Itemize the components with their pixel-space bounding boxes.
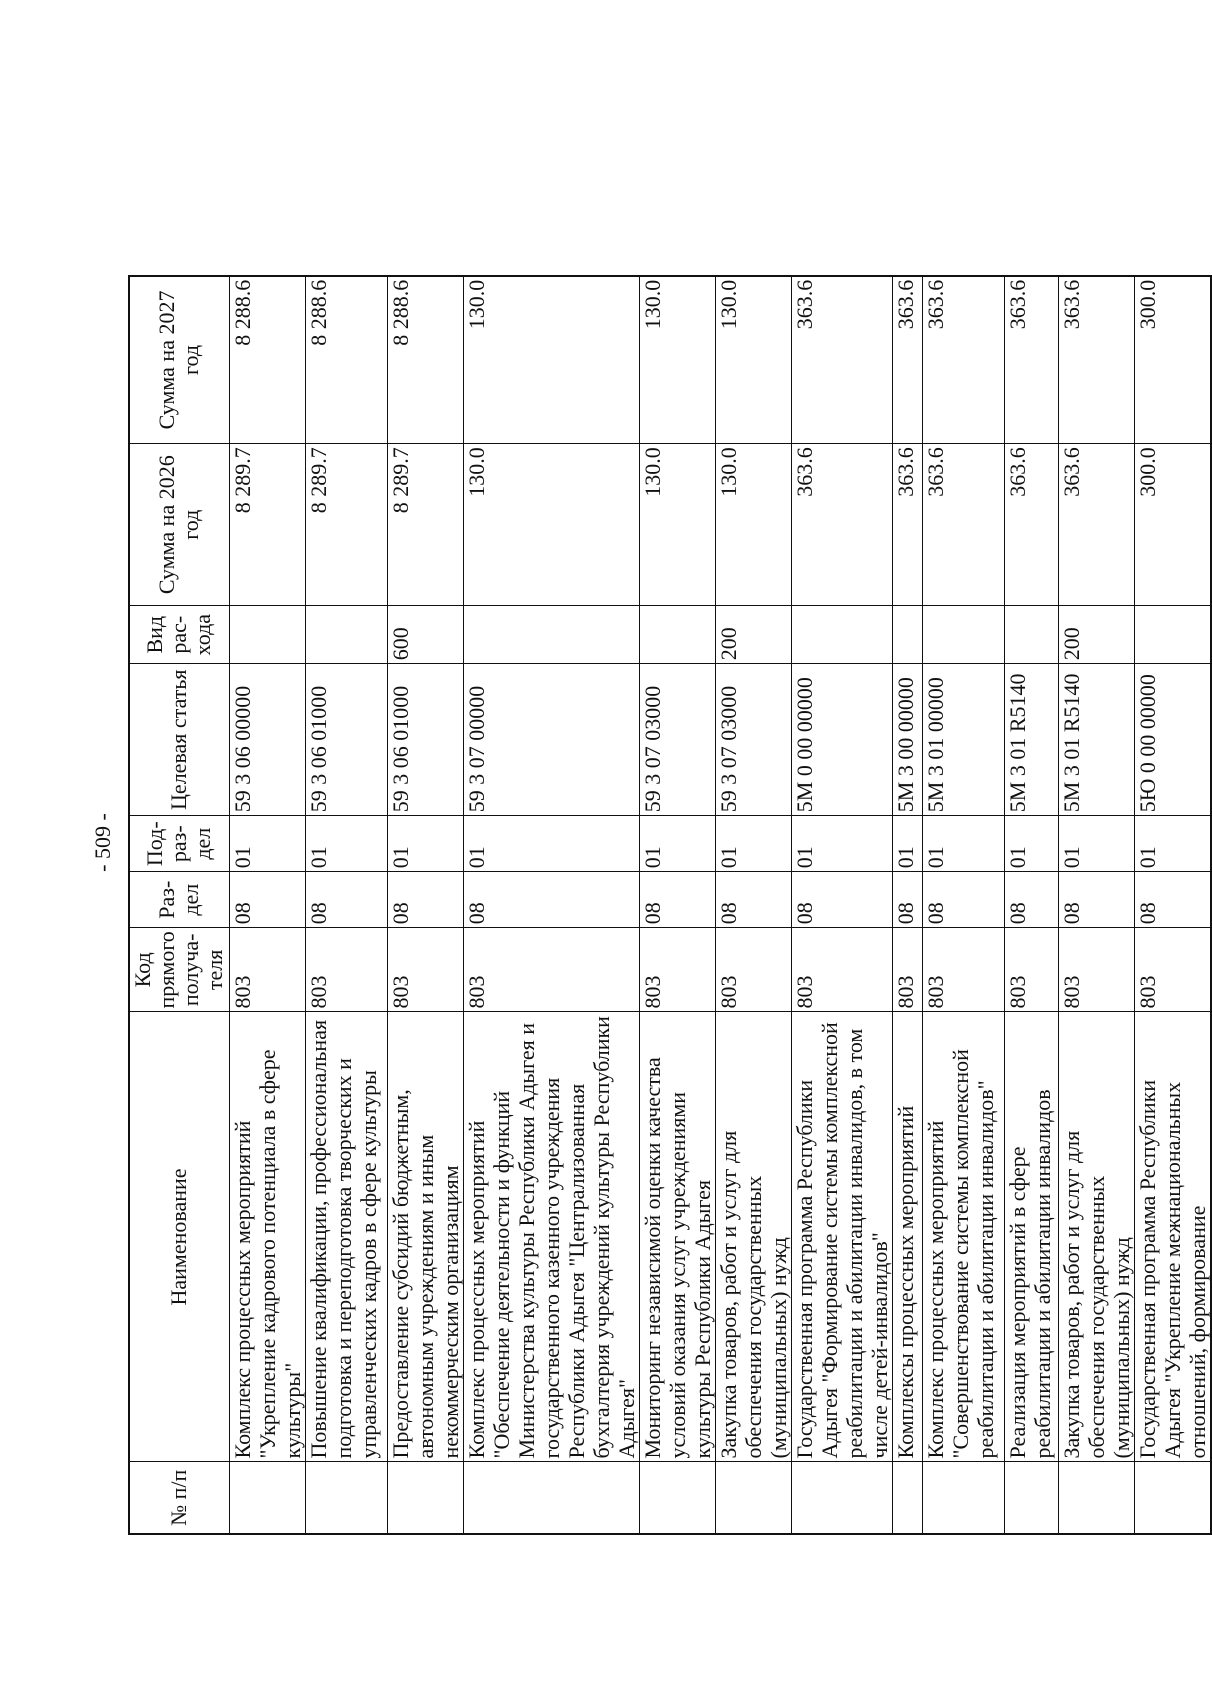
cell-sum-2026: 130.0 (463, 444, 639, 606)
cell-target-article: 59 3 06 01000 (387, 664, 463, 816)
cell-section: 08 (1134, 872, 1211, 928)
cell-subsection: 01 (1004, 816, 1058, 872)
cell-sum-2027: 363.6 (1004, 276, 1058, 444)
cell-section: 08 (229, 872, 305, 928)
cell-section: 08 (639, 872, 715, 928)
cell-number (791, 1462, 892, 1534)
cell-sum-2027: 130.0 (715, 276, 791, 444)
cell-name: Повышение квалификации, профессиональная подготовка и переподготовка творческих и управленческих кадров в сфере культуры (305, 1012, 387, 1462)
cell-name: Комплексы процессных мероприятий (892, 1012, 922, 1462)
cell-recipient-code: 803 (305, 928, 387, 1012)
table-row (715, 276, 791, 1534)
table-row (1134, 276, 1211, 1534)
header-sum-2027: Сумма на 2027 год (129, 276, 229, 444)
cell-sum-2026: 8 289.7 (305, 444, 387, 606)
cell-subsection: 01 (305, 816, 387, 872)
cell-sum-2027: 363.6 (892, 276, 922, 444)
header-number: № п/п (129, 1462, 229, 1534)
cell-target-article: 59 3 06 01000 (305, 664, 387, 816)
cell-sum-2027: 8 288.6 (229, 276, 305, 444)
cell-section: 08 (791, 872, 892, 928)
cell-sum-2027: 8 288.6 (305, 276, 387, 444)
cell-subsection: 01 (715, 816, 791, 872)
header-subsection: Под-раз-дел (129, 816, 229, 872)
cell-subsection: 01 (1134, 816, 1211, 872)
cell-section: 08 (892, 872, 922, 928)
cell-number (715, 1462, 791, 1534)
table-header-row (129, 276, 229, 1534)
cell-section: 08 (1004, 872, 1058, 928)
cell-expense-kind: 200 (1058, 606, 1134, 664)
cell-expense-kind (305, 606, 387, 664)
table-row (1058, 276, 1134, 1534)
cell-recipient-code: 803 (229, 928, 305, 1012)
cell-number (229, 1462, 305, 1534)
cell-name: Комплекс процессных мероприятий "Укрепление кадрового потенциала в сфере культуры" (229, 1012, 305, 1462)
cell-number (387, 1462, 463, 1534)
cell-number (1134, 1462, 1211, 1534)
cell-subsection: 01 (1058, 816, 1134, 872)
cell-sum-2026: 363.6 (1058, 444, 1134, 606)
header-section: Раз-дел (129, 872, 229, 928)
cell-number (1004, 1462, 1058, 1534)
cell-expense-kind (1134, 606, 1211, 664)
table-row (639, 276, 715, 1534)
cell-target-article: 5М 3 01 R5140 (1004, 664, 1058, 816)
cell-subsection: 01 (463, 816, 639, 872)
cell-subsection: 01 (892, 816, 922, 872)
table-row (1004, 276, 1058, 1534)
cell-sum-2027: 363.6 (1058, 276, 1134, 444)
cell-expense-kind (463, 606, 639, 664)
cell-sum-2026: 300.0 (1134, 444, 1211, 606)
cell-recipient-code: 803 (1004, 928, 1058, 1012)
cell-section: 08 (922, 872, 1004, 928)
table-row (791, 276, 892, 1534)
cell-subsection: 01 (387, 816, 463, 872)
cell-name: Предоставление субсидий бюджетным, автономным учреждениям и иным некоммерческим организациям (387, 1012, 463, 1462)
cell-name: Комплекс процессных мероприятий "Совершенствование системы комплексной реабилитации и абилитации инвалидов" (922, 1012, 1004, 1462)
cell-sum-2026: 8 289.7 (387, 444, 463, 606)
cell-sum-2027: 300.0 (1134, 276, 1211, 444)
cell-sum-2026: 130.0 (715, 444, 791, 606)
cell-recipient-code: 803 (922, 928, 1004, 1012)
cell-expense-kind (791, 606, 892, 664)
cell-name: Реализация мероприятий в сфере реабилитации и абилитации инвалидов (1004, 1012, 1058, 1462)
cell-sum-2026: 363.6 (1004, 444, 1058, 606)
cell-expense-kind (922, 606, 1004, 664)
table-row (305, 276, 387, 1534)
cell-recipient-code: 803 (1058, 928, 1134, 1012)
cell-target-article: 59 3 07 03000 (639, 664, 715, 816)
cell-recipient-code: 803 (463, 928, 639, 1012)
cell-number (463, 1462, 639, 1534)
table-row (229, 276, 305, 1534)
cell-target-article: 59 3 07 00000 (463, 664, 639, 816)
cell-sum-2027: 363.6 (922, 276, 1004, 444)
cell-name: Мониторинг независимой оценки качества условий оказания услуг учреждениями культуры Республики Адыгея (639, 1012, 715, 1462)
cell-section: 08 (305, 872, 387, 928)
header-target-article: Целевая статья (129, 664, 229, 816)
cell-recipient-code: 803 (387, 928, 463, 1012)
cell-number (892, 1462, 922, 1534)
cell-subsection: 01 (639, 816, 715, 872)
cell-name: Государственная программа Республики Адыгея "Укрепление межнациональных отношений, формирование (1134, 1012, 1211, 1462)
header-expense-kind: Вид рас-хода (129, 606, 229, 664)
cell-number (1058, 1462, 1134, 1534)
cell-target-article: 5М 3 00 00000 (892, 664, 922, 816)
table-row (387, 276, 463, 1534)
cell-number (305, 1462, 387, 1534)
cell-recipient-code: 803 (715, 928, 791, 1012)
cell-sum-2027: 130.0 (463, 276, 639, 444)
cell-target-article: 5М 0 00 00000 (791, 664, 892, 816)
cell-name: Государственная программа Республики Адыгея "Формирование системы комплексной реабилитации и абилитации инвалидов, в том числе детей-инвалидов" (791, 1012, 892, 1462)
cell-sum-2026: 130.0 (639, 444, 715, 606)
cell-number (639, 1462, 715, 1534)
cell-name: Закупка товаров, работ и услуг для обеспечения государственных (муниципальных) нужд (1058, 1012, 1134, 1462)
cell-expense-kind (1004, 606, 1058, 664)
cell-target-article: 59 3 06 00000 (229, 664, 305, 816)
cell-name: Закупка товаров, работ и услуг для обеспечения государственных (муниципальных) нужд (715, 1012, 791, 1462)
cell-recipient-code: 803 (892, 928, 922, 1012)
cell-number (922, 1462, 1004, 1534)
cell-target-article: 5М 3 01 R5140 (1058, 664, 1134, 816)
cell-section: 08 (387, 872, 463, 928)
cell-recipient-code: 803 (1134, 928, 1211, 1012)
cell-expense-kind: 200 (715, 606, 791, 664)
header-name: Наименование (129, 1012, 229, 1462)
cell-sum-2026: 363.6 (922, 444, 1004, 606)
cell-sum-2027: 130.0 (639, 276, 715, 444)
cell-sum-2026: 363.6 (892, 444, 922, 606)
table-row (463, 276, 639, 1534)
cell-expense-kind (229, 606, 305, 664)
cell-target-article: 5М 3 01 00000 (922, 664, 1004, 816)
page-number: - 509 - (90, 813, 115, 872)
cell-sum-2026: 363.6 (791, 444, 892, 606)
cell-recipient-code: 803 (639, 928, 715, 1012)
cell-expense-kind (892, 606, 922, 664)
header-sum-2026: Сумма на 2026 год (129, 444, 229, 606)
cell-target-article: 59 3 07 03000 (715, 664, 791, 816)
cell-name: Комплекс процессных мероприятий "Обеспечение деятельности и функций Министерства культуры Республики Адыгея и государственного казенного учреждения Республики Адыгея "Централизованная бухгалтерия учреждений культуры Республики Адыгея" (463, 1012, 639, 1462)
cell-subsection: 01 (229, 816, 305, 872)
cell-target-article: 5Ю 0 00 00000 (1134, 664, 1211, 816)
cell-section: 08 (1058, 872, 1134, 928)
cell-recipient-code: 803 (791, 928, 892, 1012)
header-recipient-code: Код прямого получа-теля (129, 928, 229, 1012)
cell-section: 08 (463, 872, 639, 928)
cell-sum-2027: 8 288.6 (387, 276, 463, 444)
cell-subsection: 01 (922, 816, 1004, 872)
table-row (922, 276, 1004, 1534)
budget-table (128, 275, 1212, 1535)
cell-subsection: 01 (791, 816, 892, 872)
cell-sum-2026: 8 289.7 (229, 444, 305, 606)
cell-expense-kind: 600 (387, 606, 463, 664)
cell-sum-2027: 363.6 (791, 276, 892, 444)
cell-section: 08 (715, 872, 791, 928)
cell-expense-kind (639, 606, 715, 664)
table-row (892, 276, 922, 1534)
